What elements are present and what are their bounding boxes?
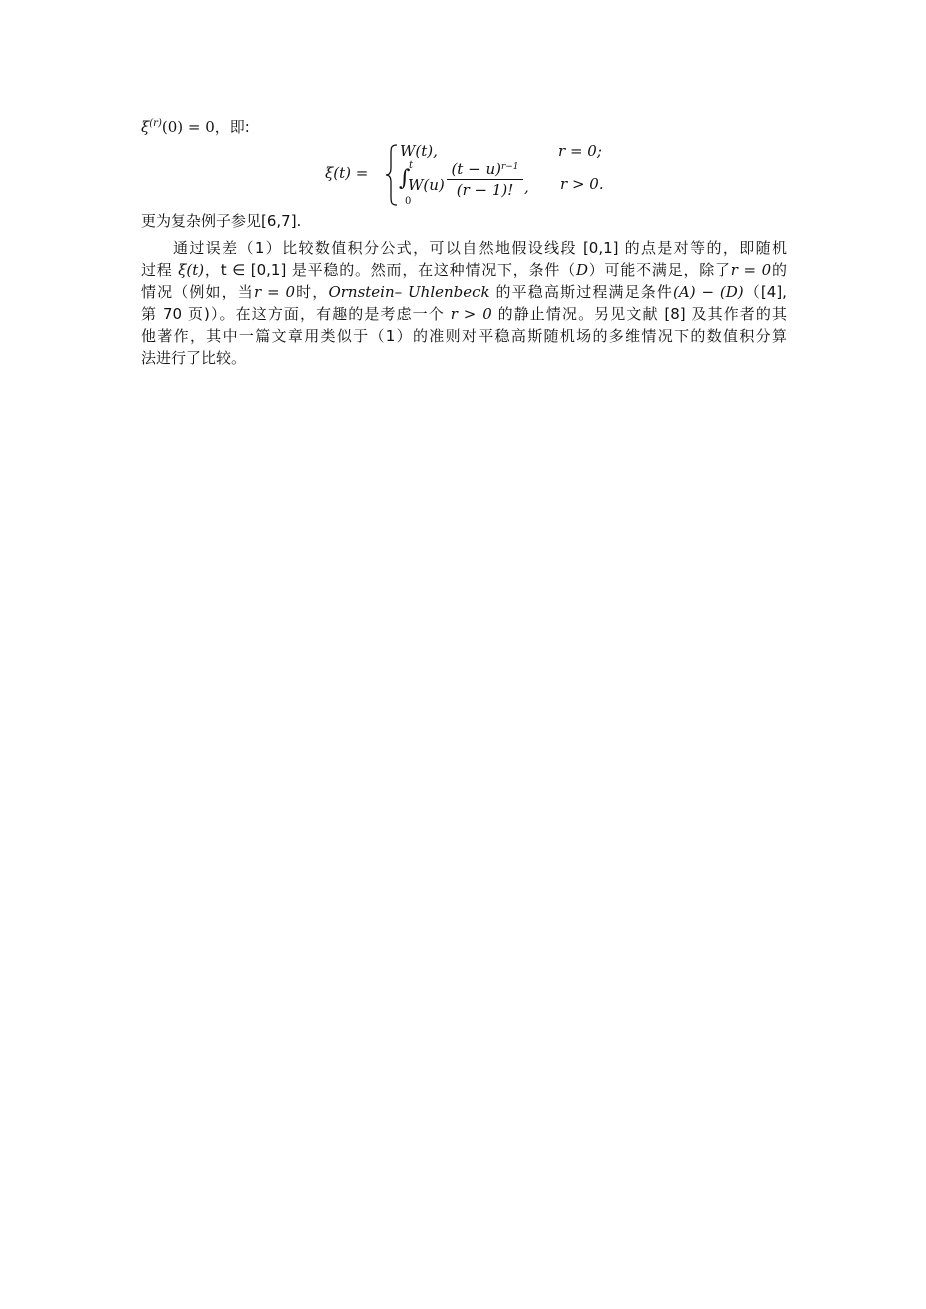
text: 的静止情况。另见文献 [8] 及其作者的其 [491,305,787,323]
reference-line: 更为复杂例子参见[6,7]. [141,212,302,230]
numerator-exponent: r−1 [500,162,519,172]
xi-symbol: ξ [141,118,150,136]
fraction-bar [447,179,523,180]
integrand-prefix: W(u) [408,176,445,194]
text: （[4], [743,283,787,301]
text: ，t ∈ [0,1] 是平稳的。然而，在这种情况下，条件（ [204,261,576,279]
math-ornstein-uhlenbeck: Ornstein– Uhlenbeck [328,283,490,301]
derivative-order: (r) [149,118,162,129]
integral-sign: ∫ [399,166,411,191]
left-brace [385,144,399,206]
intro-line [141,114,250,137]
piecewise-formula [325,140,625,210]
intro-suffix: ，即: [214,118,250,136]
paragraph-line-1: 通过误差（1）比较数值积分公式，可以自然地假设线段 [0,1] 的点是对等的，即随机 [173,239,787,257]
case1-expression: W(t), [400,142,438,160]
integral-lower-limit: 0 [405,196,412,207]
fraction [447,158,523,199]
initial-condition: (0) = 0 [161,118,215,136]
text: 的平稳高斯过程满足条件 [489,283,674,301]
paragraph-line-4 [141,303,787,325]
paragraph-line-6: 法进行了比较。 [141,349,247,367]
math-r-zero: r = 0 [253,283,296,301]
text: 过程 [141,261,179,279]
case2-condition: r > 0. [560,175,604,193]
body-paragraph [141,237,787,369]
math-D: D [575,261,588,279]
case1-condition: r = 0; [558,142,602,160]
formula-lhs: ξ(t) = [325,164,369,182]
fraction-denominator: (r − 1)! [456,181,514,199]
paragraph-line-5: 他著作，其中一篇文章用类似于（1）的准则对平稳高斯随机场的多维情况下的数值积分算 [141,327,787,345]
text: 时， [295,283,329,301]
paragraph-line-2 [141,259,787,281]
math-r-positive: r > 0 [450,305,492,323]
text: 情况（例如，当 [141,283,254,301]
fraction-numerator [447,158,523,178]
math-r-zero: r = 0 [730,261,772,279]
text: ）可能不满足，除了 [587,261,731,279]
case2-comma: , [524,178,529,196]
numerator-base: (t − u) [451,160,501,178]
text: 的 [771,261,787,279]
integral-upper-limit: t [409,160,414,171]
math-xi-t: ξ(t) [178,261,205,279]
math-conditions: (A) − (D) [673,283,744,301]
text: 第 70 页)）。在这方面，有趣的是考虑一个 [141,305,451,323]
paragraph-line-3 [141,281,787,303]
